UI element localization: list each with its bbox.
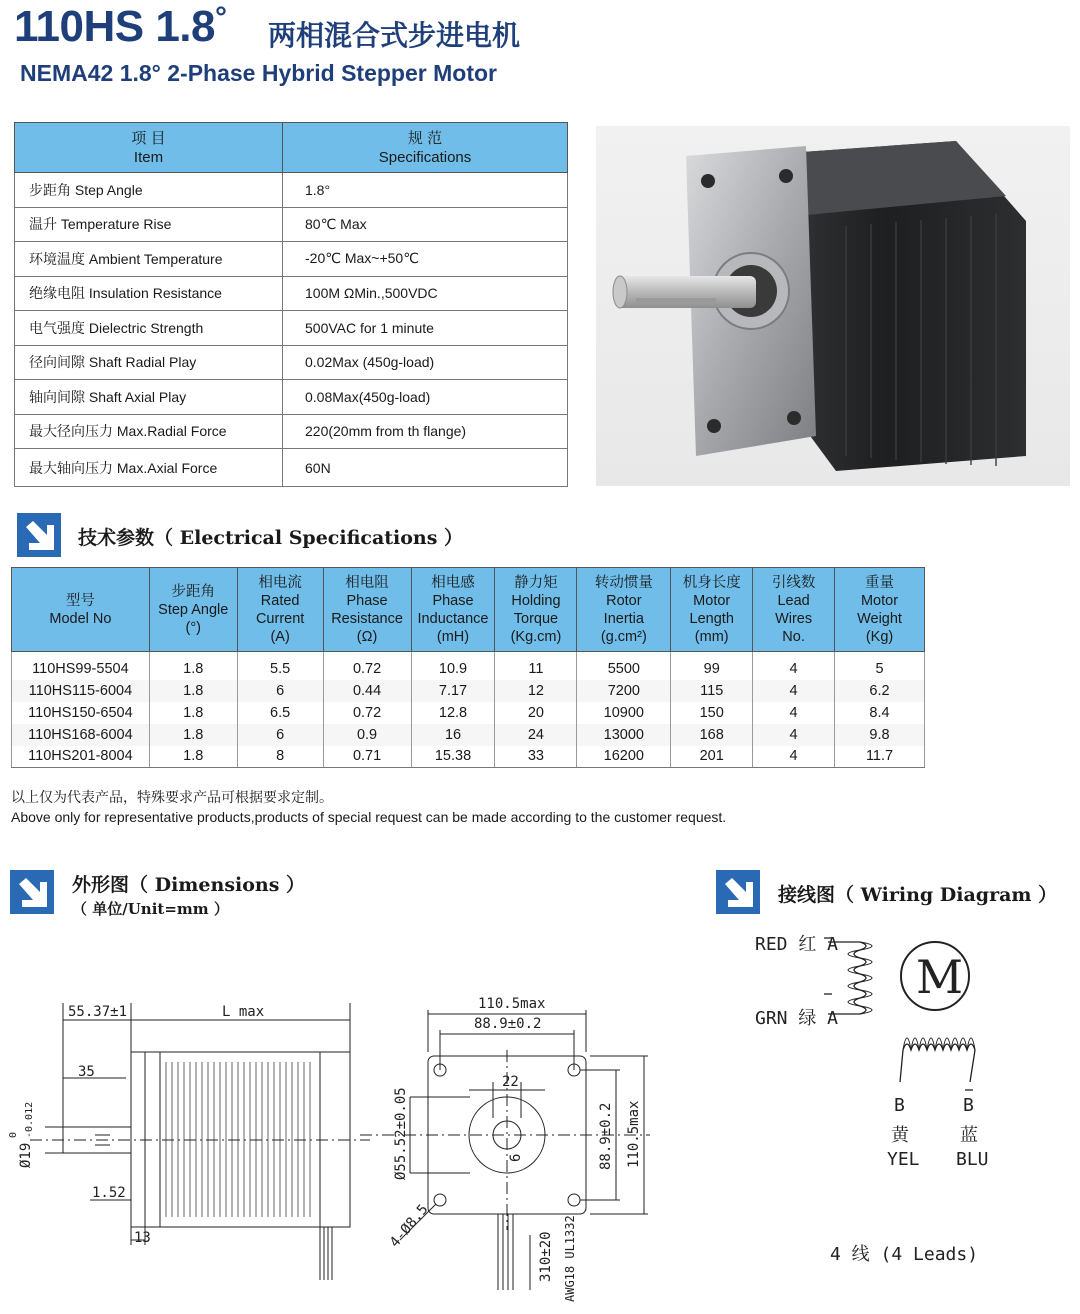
electrical-header: 型号 Model No [12, 568, 150, 652]
electrical-cell: 33 [495, 746, 577, 768]
electrical-cell: 6.5 [237, 702, 323, 724]
wire-red-label: RED 红 A [755, 934, 839, 955]
wire-blue-en: BLU [956, 1149, 989, 1170]
electrical-header: 重量 Motor Weight (Kg) [835, 568, 925, 652]
dim-shaft-tolerance-upper: 0 [8, 1131, 19, 1138]
spec-value: 100M ΩMin.,500VDC [283, 276, 568, 311]
electrical-cell: 110HS168-6004 [12, 724, 150, 746]
dim-22: 22 [502, 1074, 519, 1090]
note-english: Above only for representative products,products of special request can be made according to the customer request. [11, 809, 727, 825]
electrical-cell: 16200 [577, 746, 671, 768]
table-row [12, 680, 925, 702]
electrical-cell: 1.8 [149, 746, 237, 768]
spec-value: 0.08Max(450g-load) [283, 380, 568, 415]
electrical-cell: 5500 [577, 652, 671, 680]
electrical-header: 步距角 Step Angle (°) [149, 568, 237, 652]
electrical-cell: 5.5 [237, 652, 323, 680]
electrical-cell: 4 [753, 702, 835, 724]
spec-value: 0.02Max (450g-load) [283, 345, 568, 380]
spec-value: 60N [283, 449, 568, 487]
dim-lead-length: 310±20 [538, 1231, 554, 1282]
electrical-cell: 10900 [577, 702, 671, 724]
electrical-title: 技术参数（ Electrical Specifications ） [78, 527, 464, 549]
arrow-down-right-icon [10, 870, 54, 914]
electrical-header: 转动惯量 Rotor Inertia (g.cm²) [577, 568, 671, 652]
electrical-cell: 201 [671, 746, 753, 768]
dim-88-9: 88.9±0.2 [474, 1016, 542, 1032]
spec-item: 电气强度 Dielectric Strength [15, 311, 283, 346]
electrical-cell: 4 [753, 652, 835, 680]
electrical-cell: 4 [753, 724, 835, 746]
electrical-cell: 11 [495, 652, 577, 680]
electrical-header: 相电感 Phase Inductance (mH) [411, 568, 495, 652]
arrow-down-right-icon [17, 513, 61, 557]
electrical-cell: 115 [671, 680, 753, 702]
spec-row [15, 380, 568, 415]
electrical-cell: 110HS150-6504 [12, 702, 150, 724]
leads-count: 4 线 (4 Leads) [830, 1244, 979, 1265]
wire-yellow-en: YEL [887, 1149, 920, 1170]
electrical-cell: 168 [671, 724, 753, 746]
dim-110-5-vertical: 110.5max [626, 1100, 642, 1168]
motor-symbol: M [916, 950, 964, 1004]
subtitle: NEMA42 1.8° 2-Phase Hybrid Stepper Motor [20, 60, 497, 86]
electrical-cell: 9.8 [835, 724, 925, 746]
electrical-cell: 1.8 [149, 680, 237, 702]
electrical-header: 相电流 Rated Current (A) [237, 568, 323, 652]
dim-shaft-diameter: Ø19 [18, 1142, 34, 1168]
motor-photo [596, 126, 1070, 486]
electrical-cell: 6 [237, 724, 323, 746]
electrical-cell: 20 [495, 702, 577, 724]
dim-l-max: L max [222, 1004, 265, 1020]
wire-b-right: B [963, 1095, 974, 1116]
electrical-cell: 0.71 [323, 746, 411, 768]
dim-shaft-tolerance-lower: -0.012 [24, 1101, 35, 1138]
wire-yellow-cn: 黄 [891, 1125, 909, 1146]
spec-value: 220(20mm from th flange) [283, 414, 568, 449]
spec-row [15, 311, 568, 346]
electrical-cell: 1.8 [149, 652, 237, 680]
spec-row [15, 276, 568, 311]
dim-110-5-max: 110.5max [478, 996, 546, 1012]
spec-item: 环境温度 Ambient Temperature [15, 242, 283, 277]
model-title: 110HS 1.8° [14, 1, 227, 51]
spec-item: 绝缘电阻 Insulation Resistance [15, 276, 283, 311]
dim-13: 13 [134, 1230, 151, 1246]
spec-value: 1.8° [283, 173, 568, 208]
electrical-cell: 10.9 [411, 652, 495, 680]
dim-1-52: 1.52 [92, 1185, 126, 1201]
electrical-cell: 13000 [577, 724, 671, 746]
note-chinese: 以上仅为代表产品，特殊要求产品可根据要求定制。 [11, 789, 333, 805]
electrical-cell: 0.72 [323, 652, 411, 680]
electrical-cell: 11.7 [835, 746, 925, 768]
spec-value: 80℃ Max [283, 207, 568, 242]
electrical-cell: 0.72 [323, 702, 411, 724]
spec-row [15, 207, 568, 242]
table-row [12, 724, 925, 746]
spec-row [15, 345, 568, 380]
spec-table [14, 122, 568, 487]
dim-88-9-vertical: 88.9±0.2 [598, 1102, 614, 1170]
electrical-cell: 110HS201-8004 [12, 746, 150, 768]
dimensions-unit: （ 单位/Unit=mm ） [72, 900, 229, 918]
electrical-cell: 1.8 [149, 702, 237, 724]
electrical-cell: 8 [237, 746, 323, 768]
electrical-cell: 6 [237, 680, 323, 702]
electrical-cell: 24 [495, 724, 577, 746]
electrical-cell: 12 [495, 680, 577, 702]
electrical-cell: 0.9 [323, 724, 411, 746]
electrical-header: 静力矩 Holding Torque (Kg.cm) [495, 568, 577, 652]
spec-value: 500VAC for 1 minute [283, 311, 568, 346]
spec-item: 最大径向压力 Max.Radial Force [15, 414, 283, 449]
electrical-cell: 16 [411, 724, 495, 746]
dimensions-title: 外形图（ Dimensions ） [72, 874, 306, 896]
arrow-down-right-icon [716, 870, 760, 914]
spec-item: 轴向间隙 Shaft Axial Play [15, 380, 283, 415]
spec-item: 温升 Temperature Rise [15, 207, 283, 242]
table-row [12, 702, 925, 724]
electrical-cell: 6.2 [835, 680, 925, 702]
table-row [12, 652, 925, 680]
dim-55-37: 55.37±1 [68, 1004, 128, 1020]
wire-green-label: GRN 绿 A [755, 1008, 839, 1029]
electrical-cell: 4 [753, 680, 835, 702]
spec-header-item: 项 目 Item [15, 123, 283, 173]
spec-header-spec: 规 范 Specifications [283, 123, 568, 173]
table-row [12, 746, 925, 768]
electrical-cell: 4 [753, 746, 835, 768]
spec-row [15, 173, 568, 208]
dim-holes: 4-Ø8.5 [386, 1201, 432, 1251]
electrical-cell: 110HS99-5504 [12, 652, 150, 680]
electrical-cell: 1.8 [149, 724, 237, 746]
electrical-header: 相电阻 Phase Resistance (Ω) [323, 568, 411, 652]
wiring-title: 接线图（ Wiring Diagram ） [778, 884, 1058, 906]
electrical-cell: 7200 [577, 680, 671, 702]
electrical-cell: 8.4 [835, 702, 925, 724]
wire-blue-cn: 蓝 [960, 1125, 978, 1146]
spec-item: 最大轴向压力 Max.Axial Force [15, 449, 283, 487]
spec-row [15, 242, 568, 277]
spec-value: -20℃ Max~+50℃ [283, 242, 568, 277]
electrical-cell: 150 [671, 702, 753, 724]
wire-b-left: B [894, 1095, 905, 1116]
electrical-cell: 5 [835, 652, 925, 680]
dim-55-52: Ø55.52±0.05 [393, 1087, 409, 1180]
electrical-cell: 99 [671, 652, 753, 680]
dim-6: 6 [508, 1153, 524, 1162]
dim-lead-spec: AWG18 UL1332 [563, 1215, 577, 1302]
electrical-table [11, 567, 925, 768]
electrical-cell: 0.44 [323, 680, 411, 702]
electrical-cell: 15.38 [411, 746, 495, 768]
spec-row [15, 449, 568, 487]
electrical-cell: 110HS115-6004 [12, 680, 150, 702]
electrical-header: 机身长度 Motor Length (mm) [671, 568, 753, 652]
electrical-cell: 7.17 [411, 680, 495, 702]
spec-item: 径向间隙 Shaft Radial Play [15, 345, 283, 380]
spec-item: 步距角 Step Angle [15, 173, 283, 208]
spec-row [15, 414, 568, 449]
electrical-header: 引线数 Lead Wires No. [753, 568, 835, 652]
electrical-cell: 12.8 [411, 702, 495, 724]
dim-35: 35 [78, 1064, 95, 1080]
dimension-drawing [0, 990, 680, 1310]
title-chinese: 两相混合式步进电机 [268, 19, 521, 52]
